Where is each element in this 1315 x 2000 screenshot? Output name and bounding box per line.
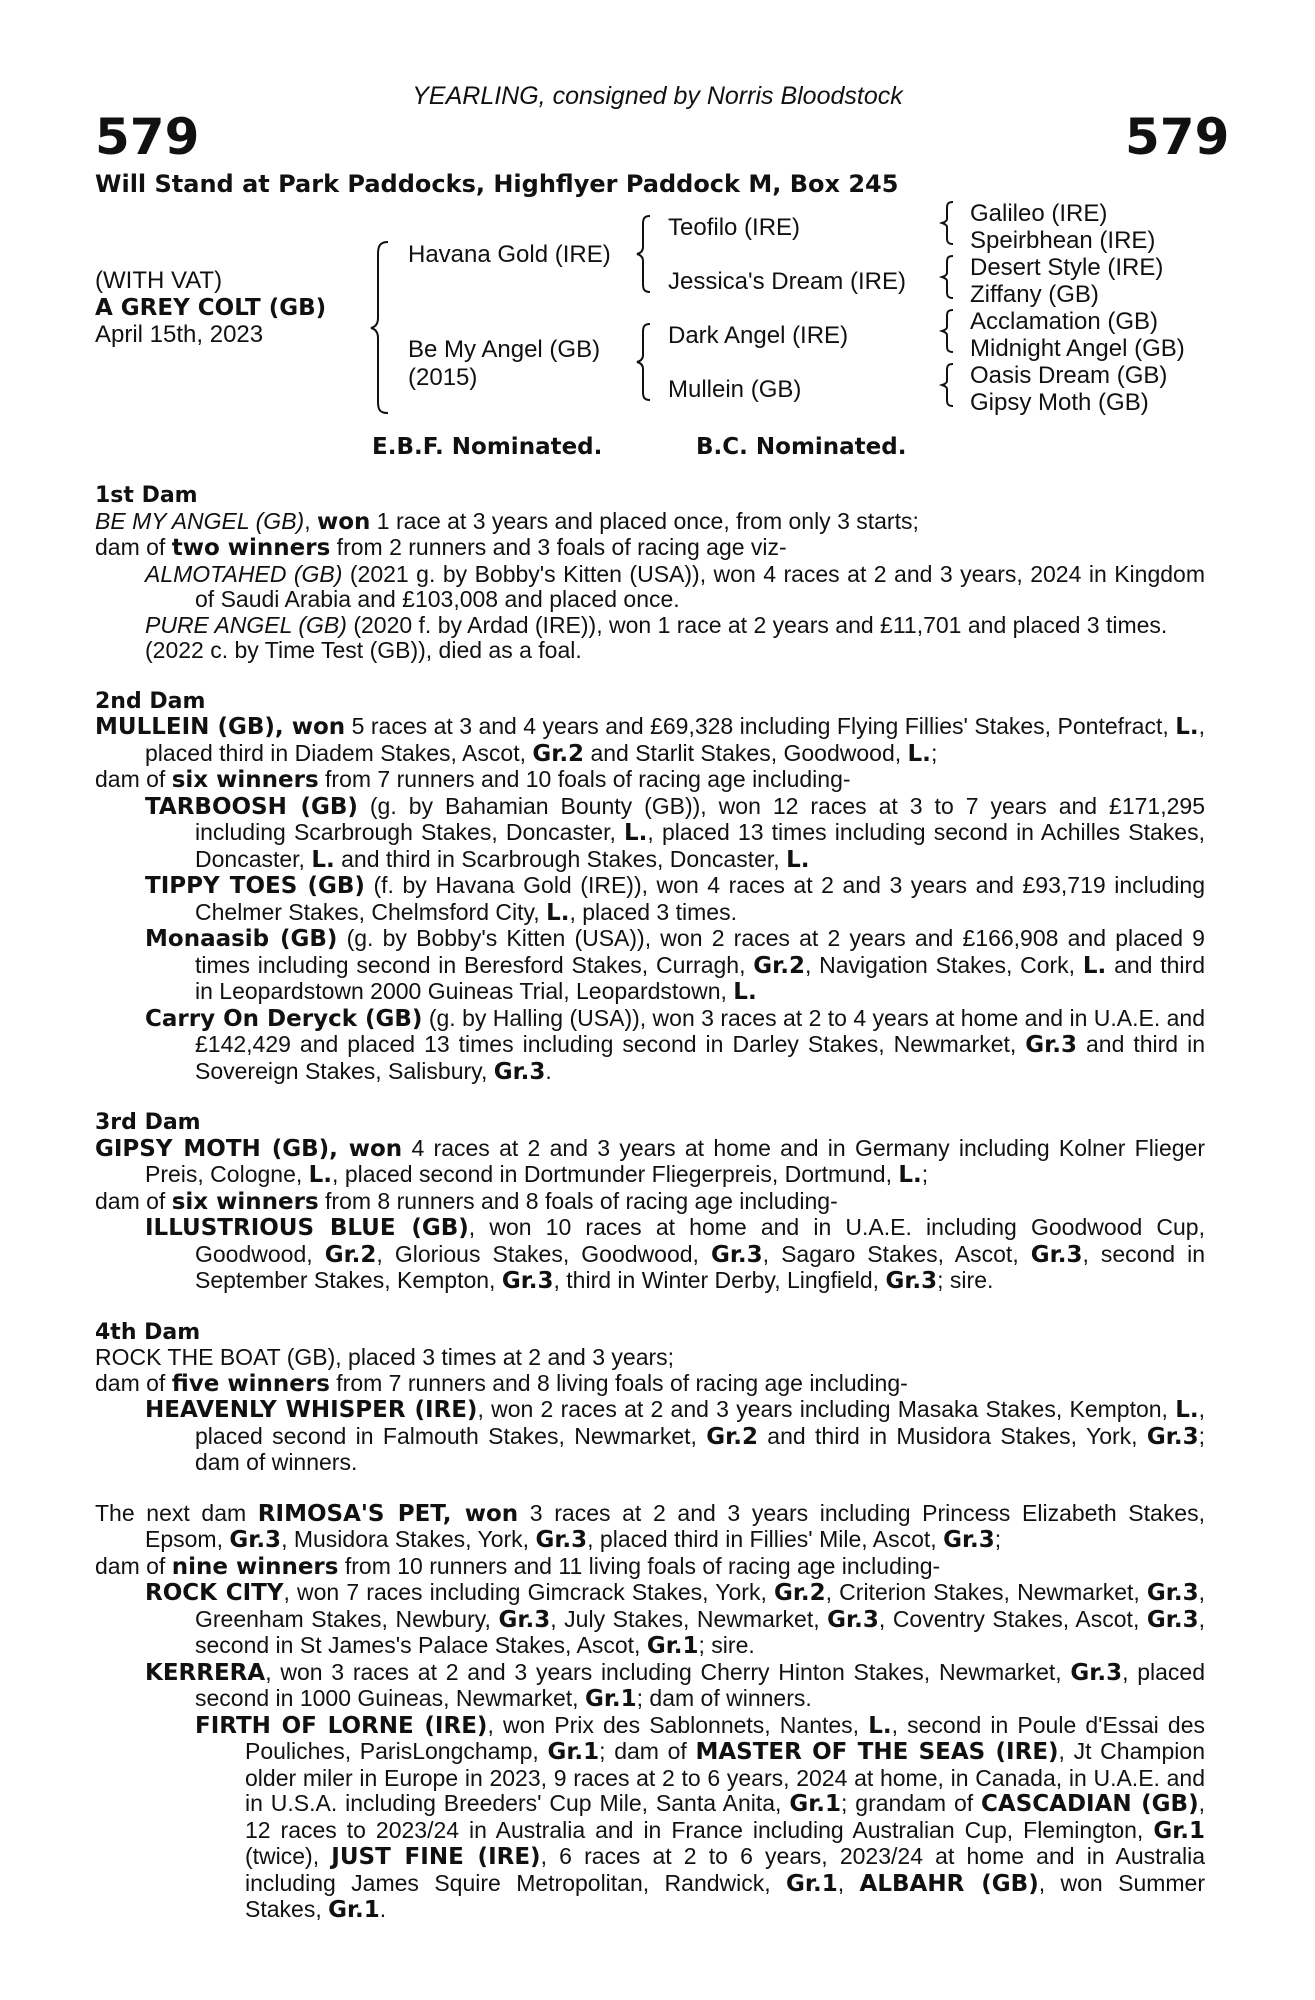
dam2-progeny-2: TIPPY TOES (GB) (f. by Havana Gold (IRE)), won 4 races at 2 and 3 years and £93,719 including Chelmer Stakes, Chelmsford City, L., placed 3 times. <box>145 872 1205 926</box>
pedigree-brace-g4 <box>940 362 958 408</box>
dam2-career: MULLEIN (GB), won 5 races at 3 and 4 years and £69,328 including Flying Fillies' Stakes, Pontefract, L., placed third in Diadem Stakes, Ascot, Gr.2 and Starlit Stakes, Goodwood, L.; <box>95 713 1205 767</box>
pedigree-g3-1: Galileo (IRE) <box>970 200 1108 227</box>
dam5-career: The next dam RIMOSA'S PET, won 3 races at 2 and 3 years including Princess Elizabeth Stakes, Epsom, Gr.3, Musidora Stakes, York, Gr.3, placed third in Fillies' Mile, Ascot, Gr.3; <box>95 1499 1205 1553</box>
dam2-progeny-1: TARBOOSH (GB) (g. by Bahamian Bounty (GB)), won 12 races at 3 to 7 years and £171,295 including Scarbrough Stakes, Doncaster, L., placed 13 times including second in Achilles Stakes, Doncaster, L. and third in Scarbrough Stakes, Doncaster, L. <box>145 792 1205 873</box>
pedigree-g3-7: Oasis Dream (GB) <box>970 362 1168 389</box>
sale-subtitle: YEARLING, consigned by Norris Bloodstock <box>412 82 903 110</box>
catalogue-body <box>95 483 1205 1924</box>
dam5-progeny-kerrera: KERRERA, won 3 races at 2 and 3 years including Cherry Hinton Stakes, Newmarket, Gr.3, placed second in 1000 Guineas, Newmarket, Gr.1; dam of winners. <box>145 1658 1205 1712</box>
dam1-dam-of: dam of two winners from 2 runners and 3 foals of racing age viz- <box>95 534 787 561</box>
dam2-dam-of: dam of six winners from 7 runners and 10 foals of racing age including- <box>95 766 851 793</box>
pedigree-sire-sire: Teofilo (IRE) <box>668 214 801 241</box>
pedigree-brace-main <box>370 240 394 415</box>
dam4-heading: 4th Dam <box>95 1319 201 1345</box>
pedigree-brace-g2 <box>940 254 958 300</box>
pedigree-sire: Havana Gold (IRE) <box>408 241 611 268</box>
pedigree-dam: Be My Angel (GB) <box>408 336 601 363</box>
dam3-career: GIPSY MOTH (GB), won 4 races at 2 and 3 years at home and in Germany including Kolner Flieger Preis, Cologne, L., placed second in Dortmunder Fliegerpreis, Dortmund, L.; <box>95 1134 1205 1188</box>
dam1-heading: 1st Dam <box>95 483 198 508</box>
dam5-dam-of: dam of nine winners from 10 runners and 11 living foals of racing age including- <box>95 1552 941 1580</box>
dam2-heading: 2nd Dam <box>95 688 206 714</box>
dam1-career: BE MY ANGEL (GB), won 1 race at 3 years and placed once, from only 3 starts; <box>95 507 919 535</box>
lot-number-right: 579 <box>1125 108 1230 166</box>
dam3-progeny-1: ILLUSTRIOUS BLUE (GB), won 10 races at home and in U.A.E. including Goodwood Cup, Goodwood, Gr.2, Glorious Stakes, Goodwood, Gr.3, Sagaro Stakes, Ascot, Gr.3, second in September Stakes, Kempton, Gr.3, third in Winter Derby, Lingfield, Gr.3; sire. <box>145 1214 1206 1294</box>
pedigree-g3-8: Gipsy Moth (GB) <box>970 389 1149 416</box>
pedigree-g3-2: Speirbhean (IRE) <box>970 227 1156 254</box>
dam1-progeny-2: PURE ANGEL (GB) (2020 f. by Ardad (IRE)), won 1 race at 2 years and £11,701 and placed 3 times. <box>145 611 1168 638</box>
pedigree-dam-sire: Dark Angel (IRE) <box>668 322 849 349</box>
dam3-dam-of: dam of six winners from 8 runners and 8 foals of racing age including- <box>95 1187 838 1215</box>
pedigree-brace-sire <box>636 214 656 294</box>
horse-name: A GREY COLT (GB) <box>95 295 327 321</box>
pedigree-g3-4: Ziffany (GB) <box>970 281 1099 308</box>
pedigree-g3-5: Acclamation (GB) <box>970 308 1159 335</box>
dam5-progeny-rock-city: ROCK CITY, won 7 races including Gimcrack Stakes, York, Gr.2, Criterion Stakes, Newmarket, Gr.3, Greenham Stakes, Newbury, Gr.3, July Stakes, Newmarket, Gr.3, Coventry Stakes, Ascot, Gr.3, second in St James's Palace Stakes, Ascot, Gr.1; sire. <box>145 1579 1205 1659</box>
pedigree-dam-dam: Mullein (GB) <box>668 376 802 403</box>
dam4-progeny-1: HEAVENLY WHISPER (IRE), won 2 races at 2 and 3 years including Masaka Stakes, Kempton, L., placed second in Falmouth Stakes, Newmarket, Gr.2 and third in Musidora Stakes, York, Gr.3; dam of winners. <box>145 1396 1205 1475</box>
dam4-dam-of: dam of five winners from 7 runners and 8 living foals of racing age including- <box>95 1369 908 1397</box>
pedigree-g3-6: Midnight Angel (GB) <box>970 335 1185 362</box>
lot-number-left: 579 <box>95 108 200 166</box>
pedigree-brace-g3 <box>940 308 958 354</box>
dam2-progeny-4: Carry On Deryck (GB) (g. by Halling (USA)), won 3 races at 2 to 4 years at home and in U.A.E. and £142,429 and placed 13 times including second in Darley Stakes, Newmarket, Gr.3 and third in Sovereign Stakes, Salisbury, Gr.3. <box>145 1004 1205 1085</box>
pedigree-brace-g1 <box>940 200 958 246</box>
dam1-progeny-3: (2022 c. by Time Test (GB)), died as a foal. <box>145 637 582 663</box>
stand-location: Will Stand at Park Paddocks, Highflyer Paddock M, Box 245 <box>95 170 899 198</box>
bc-nomination: B.C. Nominated. <box>696 434 907 460</box>
vat-note: (WITH VAT) <box>95 267 223 294</box>
dam1-progeny-1: ALMOTAHED (GB) (2021 g. by Bobby's Kitten (USA)), won 4 races at 2 and 3 years, 2024 in Kingdom of Saudi Arabia and £103,008 and placed once. <box>145 560 1205 612</box>
pedigree-sire-dam: Jessica's Dream (IRE) <box>668 268 906 295</box>
pedigree-g3-3: Desert Style (IRE) <box>970 254 1164 281</box>
dam4-career: ROCK THE BOAT (GB), placed 3 times at 2 and 3 years; <box>95 1344 675 1370</box>
pedigree-brace-dam <box>636 322 656 402</box>
dam5-grandprogeny-firth-of-lorne: FIRTH OF LORNE (IRE), won Prix des Sablonnets, Nantes, L., second in Poule d'Essai des Pouliches, ParisLongchamp, Gr.1; dam of MASTER OF THE SEAS (IRE), Jt Champion older miler in Europe in 2023, 9 races at 2 to 6 years, 2024 at home, in Canada, in U.A.E. and in U.S.A. including Breeders' Cup Mile, Santa Anita, Gr.1; grandam of CASCADIAN (GB), 12 races to 2023/24 in Australia and in France including Australian Cup, Flemington, Gr.1 (twice), JUST FINE (IRE), 6 races at 2 to 6 years, 2023/24 at home and in Australia including James Squire Metropolitan, Randwick, Gr.1, ALBAHR (GB), won Summer Stakes, Gr.1. <box>195 1711 1206 1923</box>
dam3-heading: 3rd Dam <box>95 1110 201 1135</box>
pedigree-dam-year: (2015) <box>408 364 478 391</box>
ebf-nomination: E.B.F. Nominated. <box>372 434 603 460</box>
dam2-progeny-3: Monaasib (GB) (g. by Bobby's Kitten (USA)), won 2 races at 2 years and £166,908 and placed 9 times including second in Beresford Stakes, Curragh, Gr.2, Navigation Stakes, Cork, L. and third in Leopardstown 2000 Guineas Trial, Leopardstown, L. <box>145 925 1205 1005</box>
horse-dob: April 15th, 2023 <box>95 321 264 348</box>
